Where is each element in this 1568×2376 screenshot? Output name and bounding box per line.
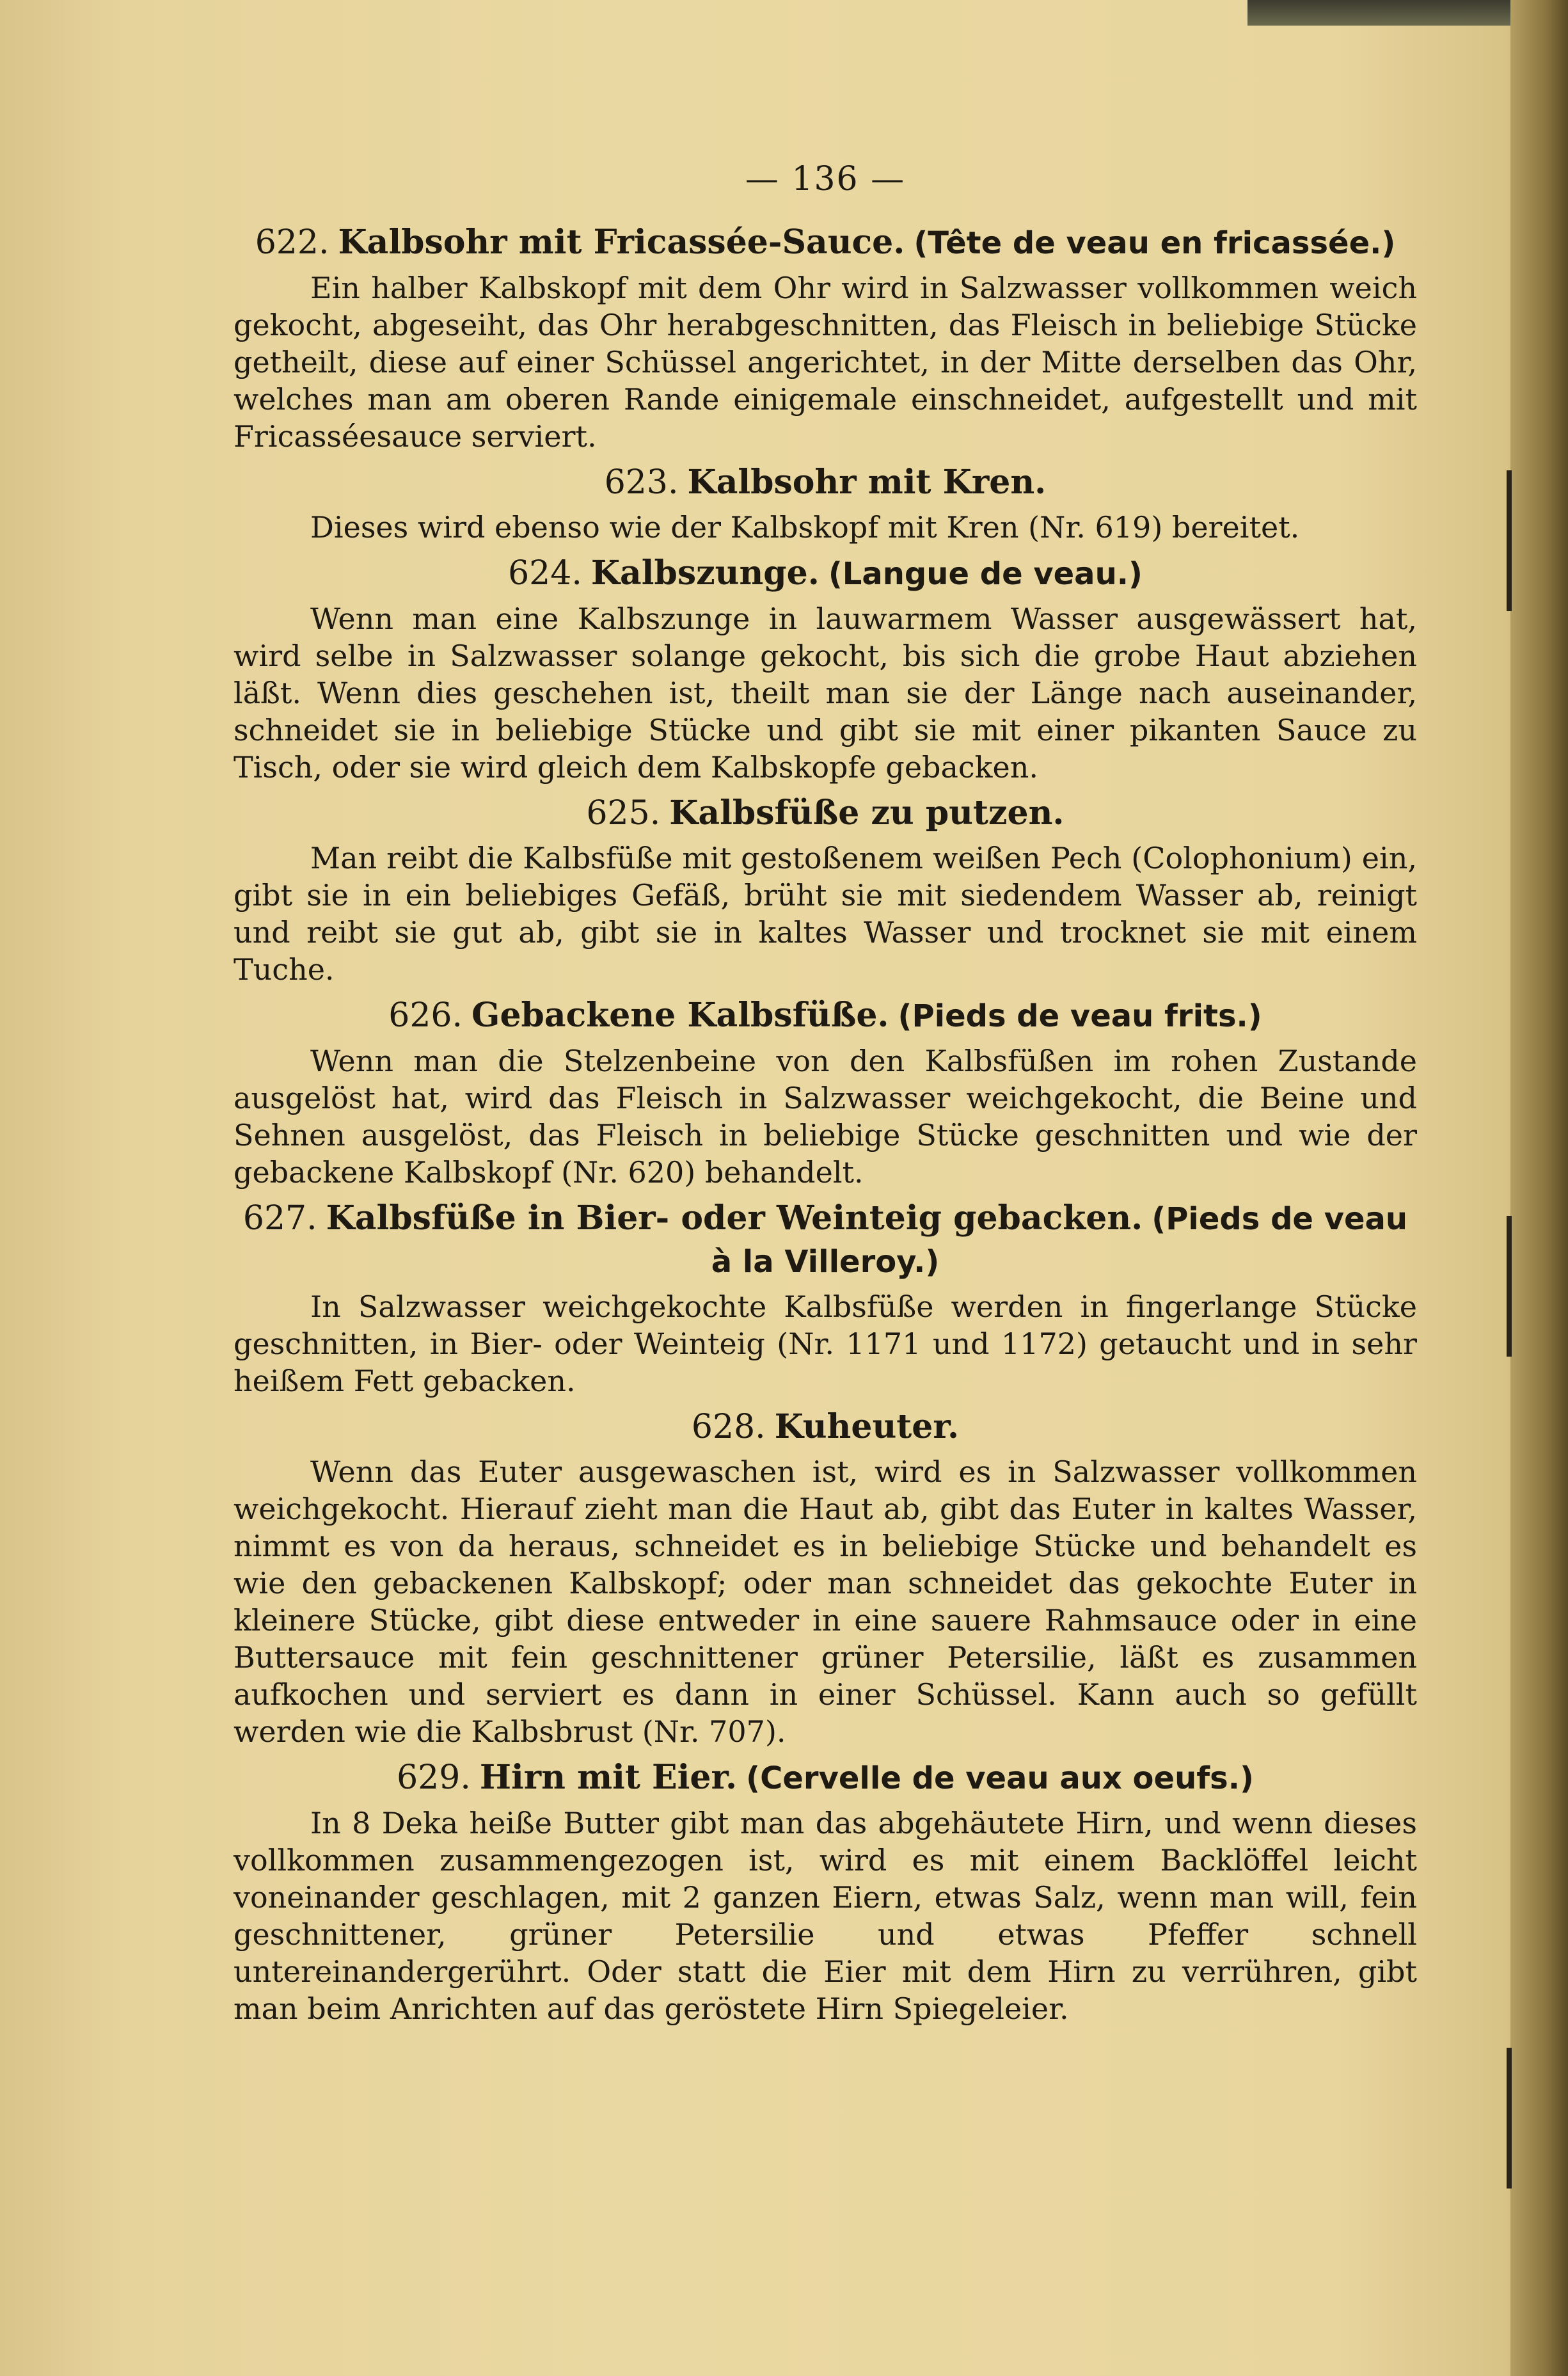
recipe-title: Kalbszunge. bbox=[590, 554, 820, 593]
page-number: — 136 — bbox=[745, 160, 906, 198]
binding-mark bbox=[1507, 2048, 1512, 2189]
book-spine-shadow bbox=[1510, 0, 1568, 2376]
recipe-number: 624. bbox=[508, 554, 582, 593]
recipe-heading bbox=[234, 461, 1417, 504]
page-text bbox=[234, 160, 1417, 2034]
recipe-number: 622. bbox=[255, 223, 329, 262]
recipe-heading bbox=[234, 221, 1417, 264]
recipe-626 bbox=[234, 994, 1417, 1191]
recipe-text: In Salzwasser weichgekochte Kalbsfüße werden in fingerlange Stücke geschnitten, in Bier- oder Weinteig (Nr. 1171 und 1172) getaucht und in sehr heißem Fett gebacken. bbox=[234, 1289, 1417, 1398]
recipe-text: In 8 Deka heiße Butter gibt man das abgehäutete Hirn, und wenn dieses vollkommen zusammengezogen ist, wird es mit einem Backlöffel leicht voneinander geschlagen, mit 2 ganzen Eiern, etwas Salz, wenn man will, fein geschnittener, grüner Petersilie und etwas Pfeffer schnell untereinandergerührt. Oder statt die Eier mit dem Hirn zu verrühren, gibt man beim Anrichten auf das geröstete Hirn Spiegeleier. bbox=[234, 1806, 1417, 2026]
recipe-text: Dieses wird ebenso wie der Kalbskopf mit Kren (Nr. 619) bereitet. bbox=[310, 510, 1300, 545]
recipe-624 bbox=[234, 552, 1417, 786]
recipe-628 bbox=[234, 1406, 1417, 1750]
recipe-french-title: (Cervelle de veau aux oeufs.) bbox=[746, 1760, 1254, 1796]
recipe-629 bbox=[234, 1757, 1417, 2027]
recipe-heading bbox=[234, 1757, 1417, 1799]
recipe-number: 627. bbox=[242, 1199, 317, 1238]
recipe-text: Ein halber Kalbskopf mit dem Ohr wird in Salzwasser vollkommen weich gekocht, abgeseiht, das Ohr herabgeschnitten, das Fleisch in beliebige Stücke getheilt, diese auf einer Schüssel angerichtet, in der Mitte derselben das Ohr, welches man am oberen Rande einigemale einschneidet, aufgestellt und mit Fricasséesauce serviert. bbox=[234, 271, 1417, 454]
recipe-text: Wenn man die Stelzenbeine von den Kalbsfüßen im rohen Zustande ausgelöst hat, wird das Fleisch in Salzwasser weichgekocht, die Beine und Sehnen ausgelöst, das Fleisch in beliebige Stücke geschnitten und wie der gebackene Kalbskopf (Nr. 620) behandelt. bbox=[234, 1044, 1417, 1190]
recipe-title: Kalbsfüße in Bier- oder Weinteig gebacken. bbox=[326, 1199, 1143, 1238]
recipe-heading bbox=[234, 552, 1417, 595]
recipe-heading bbox=[234, 792, 1417, 834]
recipe-heading bbox=[234, 994, 1417, 1037]
recipe-625 bbox=[234, 792, 1417, 988]
recipe-627 bbox=[234, 1197, 1417, 1399]
recipe-title: Hirn mit Eier. bbox=[479, 1758, 738, 1797]
recipe-623 bbox=[234, 461, 1417, 546]
recipe-number: 629. bbox=[397, 1758, 471, 1797]
recipe-title: Kalbsfüße zu putzen. bbox=[669, 793, 1065, 833]
recipe-title: Kalbsohr mit Fricassée-Sauce. bbox=[338, 223, 905, 262]
recipe-heading bbox=[234, 1197, 1417, 1283]
binding-mark bbox=[1507, 470, 1512, 611]
recipe-title: Gebackene Kalbsfüße. bbox=[471, 996, 889, 1035]
recipe-622 bbox=[234, 221, 1417, 455]
recipe-text: Man reibt die Kalbsfüße mit gestoßenem weißen Pech (Colophonium) ein, gibt sie in ein beliebiges Gefäß, brüht sie mit siedendem Wasser ab, reinigt und reibt sie gut ab, gibt sie in kaltes Wasser und trocknet sie mit einem Tuche. bbox=[234, 841, 1417, 987]
recipe-title: Kuheuter. bbox=[774, 1407, 960, 1446]
recipe-title: Kalbsohr mit Kren. bbox=[687, 463, 1047, 502]
recipe-number: 626. bbox=[388, 996, 463, 1035]
recipe-text: Wenn man eine Kalbszunge in lauwarmem Wasser ausgewässert hat, wird selbe in Salzwasser solange gekocht, bis sich die grobe Haut abziehen läßt. Wenn dies geschehen ist, theilt man sie der Länge nach auseinander, schneidet sie in beliebige Stücke und gibt sie mit einer pikanten Sauce zu Tisch, oder sie wird gleich dem Kalbskopfe gebacken. bbox=[234, 602, 1417, 785]
recipe-text: Wenn das Euter ausgewaschen ist, wird es in Salzwasser vollkommen weichgekocht. Hierauf zieht man die Haut ab, gibt das Euter in kaltes Wasser, nimmt es von da heraus, schneidet es in beliebige Stücke und behandelt es wie den gebackenen Kalbskopf; oder man schneidet das gekochte Euter in kleinere Stücke, gibt diese entweder in eine sauere Rahmsauce oder in eine Buttersauce mit fein geschnittener grüner Petersilie, läßt es zusammen aufkochen und serviert es dann in einer Schüssel. Kann auch so gefüllt werden wie die Kalbsbrust (Nr. 707). bbox=[234, 1455, 1417, 1749]
recipe-number: 628. bbox=[691, 1408, 766, 1446]
recipe-french-title: (Langue de veau.) bbox=[828, 556, 1143, 592]
recipe-heading bbox=[234, 1406, 1417, 1448]
recipe-french-title: (Tête de veau en fricassée.) bbox=[914, 225, 1396, 261]
recipe-french-title: (Pieds de veau frits.) bbox=[898, 998, 1262, 1034]
recipe-number: 623. bbox=[604, 463, 679, 502]
recipe-french-title: (Pieds de veau à la Villeroy.) bbox=[711, 1201, 1408, 1280]
binding-mark bbox=[1507, 1216, 1512, 1357]
recipe-number: 625. bbox=[586, 794, 661, 833]
